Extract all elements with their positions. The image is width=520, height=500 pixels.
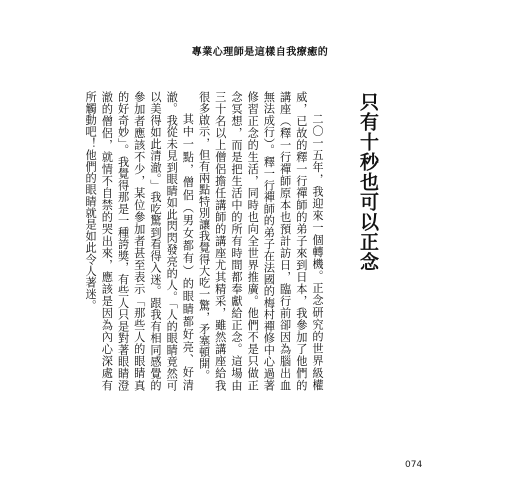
paragraph: 其中一點，僧侶（男女都有）的眼睛都好亮、好清澈。我從未見到眼睛如此閃閃發亮的人。「人的眼睛竟然可以美得如此清澈。」我吃驚到看得入迷。跟我有相同感覺的參加者應該不少，某位參加者甚至表示「那些人的眼睛真的好奇妙」。我覺得那是一種誇獎，有些人只是對著眼睛澄澈的僧侶，就情不自禁的哭出來，應該是因為內心深處有所觸動吧！他們的眼睛就是如此令人著迷。	[84, 91, 195, 391]
paragraph: 二〇一五年，我迎來一個轉機。正念研究的世界級權威，已故的釋一行禪師的弟子來到日本，我參加了他們的講座（釋一行禪師原本也預計訪日，臨行前卻因為腦出血無法成行）。釋一行禪師的弟子在法國的梅村禪修中心過著修習正念的生活，同時也向全世界推廣。他們不是只做正念冥想，而是把生活中的所有時間都奉獻給正念。這場由三十名以上僧侶擔任講師的講座尤其精采，雖然講座給我很多啟示，但有兩點特別讓我覺得大吃一驚，矛塞頓開。	[197, 91, 324, 391]
page-number: 074	[405, 460, 423, 470]
chapter-title: 只有十秒也可以正念	[357, 92, 379, 272]
running-header: 專業心理師是這樣自我療癒的	[191, 47, 329, 58]
body-text	[84, 91, 325, 391]
